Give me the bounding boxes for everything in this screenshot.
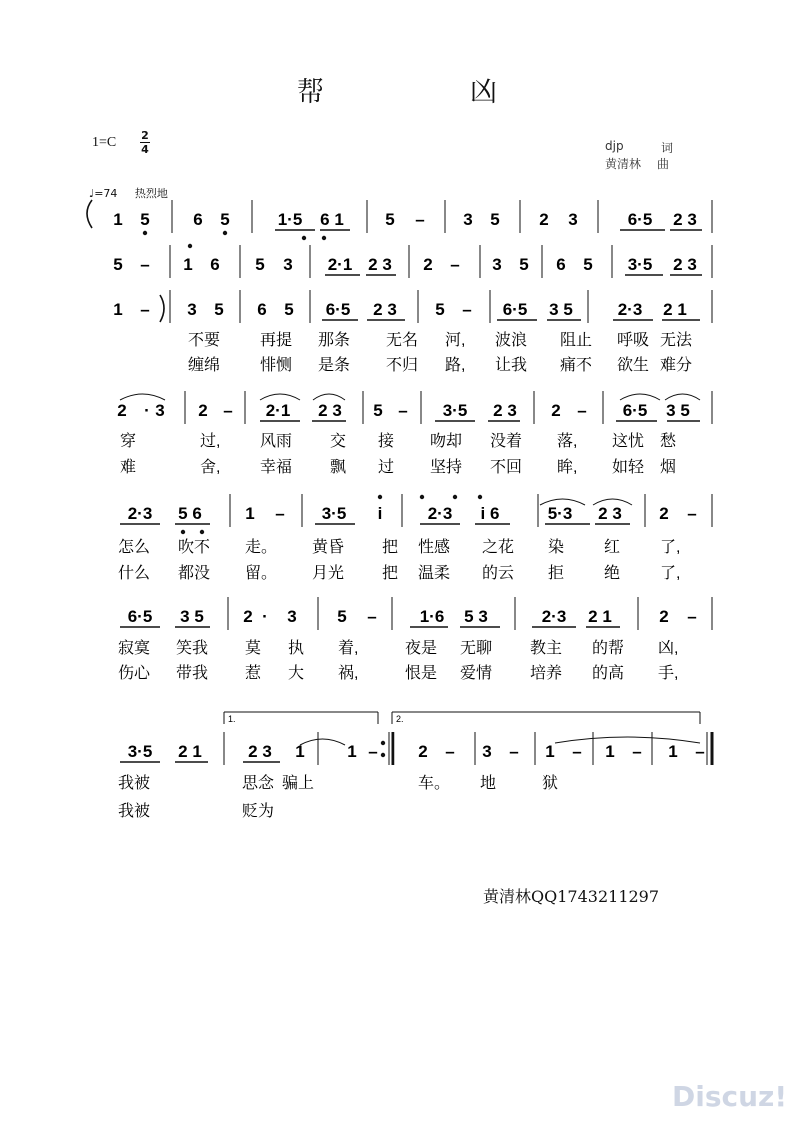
lyric-verse-2: 过 bbox=[378, 459, 395, 476]
note: 2 3 bbox=[598, 504, 622, 523]
note: – bbox=[577, 401, 587, 420]
slur bbox=[300, 739, 345, 745]
note: 1 bbox=[605, 742, 615, 761]
lyric-verse-1: 落, bbox=[557, 433, 578, 450]
lyric-verse-1: 夜是 bbox=[405, 640, 438, 657]
octave-dot bbox=[188, 244, 192, 248]
lyric-verse-1: 黄昏 bbox=[312, 539, 345, 556]
lyric-verse-2: 贬为 bbox=[242, 803, 275, 820]
lyric-verse-1: 无聊 bbox=[460, 640, 493, 657]
note: 2 3 bbox=[318, 401, 342, 420]
note: 2 bbox=[418, 742, 428, 761]
note: 5 bbox=[255, 255, 265, 274]
note: 2 3 bbox=[673, 210, 697, 229]
lyric-verse-2: 把 bbox=[382, 565, 399, 582]
repeat-dot bbox=[381, 753, 385, 757]
note: 2 3 bbox=[673, 255, 697, 274]
lyric-verse-2: 的高 bbox=[592, 665, 625, 682]
note: 2 bbox=[659, 607, 669, 626]
lyricist-name: djp bbox=[605, 139, 624, 153]
note: 3·5 bbox=[442, 401, 468, 420]
lyric-verse-2: 惹 bbox=[245, 665, 262, 682]
note: 2 bbox=[117, 401, 127, 420]
lyric-verse-2: 都没 bbox=[178, 565, 211, 582]
footer-credit: 黄清林QQ1743211297 bbox=[483, 887, 660, 906]
note: 6·5 bbox=[622, 401, 648, 420]
lyric-verse-1: 车。 bbox=[418, 775, 451, 792]
lyric-verse-2: 幸福 bbox=[260, 459, 293, 476]
lyric-verse-2: 我被 bbox=[118, 803, 151, 820]
note: 3 bbox=[155, 401, 165, 420]
lyric-verse-2: 难 bbox=[120, 459, 137, 476]
note: i 6 bbox=[480, 504, 500, 523]
note: 3 bbox=[482, 742, 492, 761]
note: 3·5 bbox=[127, 742, 153, 761]
note: · bbox=[262, 607, 268, 626]
note: 2 bbox=[551, 401, 561, 420]
note: 1·5 bbox=[277, 210, 303, 229]
slur bbox=[120, 394, 165, 400]
note: 6·5 bbox=[127, 607, 153, 626]
lyric-verse-1: 波浪 bbox=[495, 332, 528, 349]
note: 5 bbox=[435, 300, 445, 319]
note: 1·6 bbox=[419, 607, 445, 626]
slur bbox=[665, 394, 700, 400]
octave-dot bbox=[322, 236, 326, 240]
note: i bbox=[377, 504, 383, 523]
note: 2 3 bbox=[248, 742, 272, 761]
note: 3 bbox=[187, 300, 197, 319]
note: 1 bbox=[295, 742, 305, 761]
lyric-verse-2: 伤心 bbox=[118, 665, 151, 682]
note: 2 1 bbox=[588, 607, 612, 626]
note: – bbox=[687, 504, 697, 523]
note: 2 bbox=[198, 401, 208, 420]
note: 3·5 bbox=[321, 504, 347, 523]
note: 3 5 bbox=[180, 607, 204, 626]
note: 5 bbox=[284, 300, 294, 319]
lyric-verse-2: 爱情 bbox=[460, 665, 493, 682]
lyric-verse-1: 了, bbox=[660, 539, 681, 556]
note: 5 6 bbox=[178, 504, 202, 523]
octave-dot bbox=[181, 530, 185, 534]
time-bottom: 4 bbox=[141, 143, 149, 156]
note: 6·5 bbox=[502, 300, 528, 319]
lyric-verse-2: 大 bbox=[288, 665, 305, 682]
note: – bbox=[445, 742, 455, 761]
lyric-verse-1: 之花 bbox=[482, 539, 515, 556]
note: 2 3 bbox=[368, 255, 392, 274]
lyric-verse-1: 吻却 bbox=[430, 433, 463, 450]
repeat-bracket-open bbox=[87, 200, 92, 228]
lyric-verse-1: 我被 bbox=[118, 775, 151, 792]
lyric-verse-2: 是条 bbox=[318, 357, 351, 374]
lyric-verse-2: 培养 bbox=[530, 665, 563, 682]
lyric-verse-1: 笑我 bbox=[176, 640, 209, 657]
lyric-verse-1: 走。 bbox=[245, 539, 278, 556]
octave-dot bbox=[143, 231, 147, 235]
lyric-verse-2: 什么 bbox=[118, 565, 151, 582]
lyric-verse-1: 不要 bbox=[188, 332, 221, 349]
lyric-verse-1: 的帮 bbox=[592, 640, 625, 657]
lyric-verse-2: 路, bbox=[445, 357, 466, 374]
lyric-verse-2: 不归 bbox=[386, 357, 419, 374]
note: 2·3 bbox=[541, 607, 567, 626]
note: 6·5 bbox=[325, 300, 351, 319]
note: 5 bbox=[373, 401, 383, 420]
lyric-verse-1: 凶, bbox=[658, 640, 679, 657]
key-signature: 1=C bbox=[92, 135, 117, 150]
lyric-verse-1: 那条 bbox=[318, 332, 351, 349]
note: 6 1 bbox=[320, 210, 344, 229]
note: – bbox=[632, 742, 642, 761]
lyric-verse-2: 了, bbox=[660, 565, 681, 582]
lyric-verse-1: 风雨 bbox=[260, 433, 293, 450]
note: 5 bbox=[385, 210, 395, 229]
note: 5·3 bbox=[547, 504, 573, 523]
lyric-verse-2: 飘 bbox=[330, 459, 347, 476]
note: 5 bbox=[113, 255, 123, 274]
lyric-verse-1: 着, bbox=[338, 640, 359, 657]
lyric-verse-1: 穿 bbox=[120, 433, 137, 450]
lyric-verse-1: 骗上 bbox=[282, 775, 315, 792]
lyric-verse-1: 阻止 bbox=[560, 332, 593, 349]
note: 2·3 bbox=[617, 300, 643, 319]
note: – bbox=[368, 742, 378, 761]
note: 2·1 bbox=[265, 401, 291, 420]
octave-dot bbox=[302, 236, 306, 240]
lyric-verse-2: 痛不 bbox=[560, 357, 593, 374]
note: 3 bbox=[568, 210, 578, 229]
note: 2·3 bbox=[427, 504, 453, 523]
note: – bbox=[140, 300, 150, 319]
octave-dot bbox=[200, 530, 204, 534]
note: 2 bbox=[423, 255, 433, 274]
note: 2 1 bbox=[663, 300, 687, 319]
lyric-verse-2: 眸, bbox=[557, 459, 578, 476]
octave-dot bbox=[453, 495, 457, 499]
note: 1 bbox=[545, 742, 555, 761]
lyric-verse-1: 红 bbox=[604, 539, 621, 556]
lyric-verse-1: 再提 bbox=[260, 332, 293, 349]
lyric-verse-2: 祸, bbox=[338, 665, 359, 682]
note: – bbox=[572, 742, 582, 761]
note: – bbox=[275, 504, 285, 523]
note: 2·3 bbox=[127, 504, 153, 523]
lyric-verse-1: 无法 bbox=[660, 332, 693, 349]
note: – bbox=[398, 401, 408, 420]
note: 3 bbox=[287, 607, 297, 626]
note: – bbox=[687, 607, 697, 626]
note: 6·5 bbox=[627, 210, 653, 229]
lyric-verse-2: 烟 bbox=[660, 459, 677, 476]
note: 5 bbox=[583, 255, 593, 274]
lyric-verse-2: 如轻 bbox=[612, 459, 645, 476]
lyric-verse-1: 吹不 bbox=[178, 539, 211, 556]
slur bbox=[620, 394, 660, 400]
note: 1 bbox=[113, 210, 123, 229]
title-right: 凶 bbox=[470, 77, 497, 108]
lyric-verse-1: 地 bbox=[480, 775, 497, 792]
note: 5 bbox=[140, 210, 150, 229]
lyric-verse-1: 把 bbox=[382, 539, 399, 556]
lyric-verse-1: 河, bbox=[445, 332, 466, 349]
composer-name: 黄清林 bbox=[605, 157, 642, 171]
lyric-verse-1: 莫 bbox=[245, 640, 262, 657]
note: – bbox=[450, 255, 460, 274]
note: – bbox=[695, 742, 705, 761]
lyric-verse-1: 怎么 bbox=[118, 539, 151, 556]
note: 3 bbox=[463, 210, 473, 229]
lyric-verse-2: 手, bbox=[658, 665, 679, 682]
lyric-verse-1: 执 bbox=[288, 640, 305, 657]
expression-mark: 热烈地 bbox=[134, 187, 168, 200]
note: 5 bbox=[519, 255, 529, 274]
note: 2 3 bbox=[373, 300, 397, 319]
lyric-verse-2: 悱恻 bbox=[260, 357, 293, 374]
lyric-verse-1: 思念 bbox=[242, 775, 275, 792]
lyric-verse-1: 寂寞 bbox=[118, 640, 151, 657]
note: 1 bbox=[347, 742, 357, 761]
note: 1 bbox=[183, 255, 193, 274]
time-top: 2 bbox=[141, 129, 149, 142]
lyric-verse-2: 留。 bbox=[245, 565, 278, 582]
volta-2-label: 2. bbox=[396, 714, 404, 724]
note: – bbox=[367, 607, 377, 626]
note: 6 bbox=[556, 255, 566, 274]
note: 1 bbox=[668, 742, 678, 761]
lyric-verse-2: 拒 bbox=[548, 565, 565, 582]
octave-dot bbox=[420, 495, 424, 499]
lyric-verse-1: 狱 bbox=[542, 775, 559, 792]
note: 3 5 bbox=[549, 300, 573, 319]
lyric-verse-2: 舍, bbox=[200, 459, 221, 476]
composer-role: 曲 bbox=[657, 157, 670, 171]
lyric-verse-2: 的云 bbox=[482, 565, 515, 582]
note: 2·1 bbox=[327, 255, 353, 274]
note: – bbox=[462, 300, 472, 319]
lyric-verse-1: 教主 bbox=[530, 640, 563, 657]
note: 2 1 bbox=[178, 742, 202, 761]
slur bbox=[313, 394, 345, 400]
lyric-verse-1: 交 bbox=[330, 433, 347, 450]
note: 6 bbox=[257, 300, 267, 319]
note: 6 bbox=[193, 210, 203, 229]
note: 3 bbox=[283, 255, 293, 274]
lyric-verse-1: 过, bbox=[200, 433, 221, 450]
lyric-verse-2: 恨是 bbox=[405, 665, 438, 682]
slur bbox=[260, 394, 300, 400]
lyric-verse-2: 让我 bbox=[495, 357, 528, 374]
note: 2 bbox=[659, 504, 669, 523]
note: 5 bbox=[214, 300, 224, 319]
lyric-verse-2: 坚持 bbox=[430, 459, 463, 476]
lyric-verse-1: 愁 bbox=[660, 433, 677, 450]
octave-dot bbox=[223, 231, 227, 235]
note: – bbox=[509, 742, 519, 761]
title-left: 帮 bbox=[297, 77, 324, 108]
lyric-verse-2: 温柔 bbox=[418, 565, 451, 582]
note: 1 bbox=[245, 504, 255, 523]
note: 5 bbox=[337, 607, 347, 626]
note: 2 bbox=[539, 210, 549, 229]
lyric-verse-1: 无名 bbox=[386, 332, 419, 349]
octave-dot bbox=[478, 495, 482, 499]
lyric-verse-1: 呼吸 bbox=[617, 332, 650, 349]
lyric-verse-2: 月光 bbox=[312, 565, 345, 582]
note: 2 bbox=[243, 607, 253, 626]
note: 3 bbox=[492, 255, 502, 274]
lyric-verse-1: 染 bbox=[548, 539, 565, 556]
lyric-verse-2: 绝 bbox=[604, 565, 621, 582]
note: 5 bbox=[490, 210, 500, 229]
lyric-verse-2: 欲生 bbox=[617, 357, 650, 374]
note: 2 3 bbox=[493, 401, 517, 420]
note: 5 bbox=[220, 210, 230, 229]
note: 1 bbox=[113, 300, 123, 319]
lyric-verse-2: 不回 bbox=[490, 459, 523, 476]
note: 6 bbox=[210, 255, 220, 274]
note: · bbox=[144, 401, 150, 420]
note: – bbox=[223, 401, 233, 420]
lyric-verse-1: 没着 bbox=[490, 433, 523, 450]
lyric-verse-2: 带我 bbox=[176, 665, 209, 682]
lyric-verse-1: 这忧 bbox=[612, 433, 645, 450]
note: 5 3 bbox=[464, 607, 488, 626]
volta-1-label: 1. bbox=[228, 714, 236, 724]
watermark-logo: Discuz! bbox=[672, 1080, 788, 1113]
tempo-value: ♩=74 bbox=[89, 187, 118, 200]
repeat-dot bbox=[381, 741, 385, 745]
note: 3 5 bbox=[666, 401, 690, 420]
lyricist-role: 词 bbox=[661, 141, 674, 155]
note: – bbox=[415, 210, 425, 229]
octave-dot bbox=[378, 495, 382, 499]
lyric-verse-1: 接 bbox=[378, 433, 395, 450]
lyric-verse-2: 缠绵 bbox=[188, 357, 221, 374]
lyric-verse-2: 难分 bbox=[660, 357, 693, 374]
note: 3·5 bbox=[627, 255, 653, 274]
repeat-bracket-close bbox=[160, 295, 164, 322]
note: – bbox=[140, 255, 150, 274]
lyric-verse-1: 性感 bbox=[418, 539, 451, 556]
